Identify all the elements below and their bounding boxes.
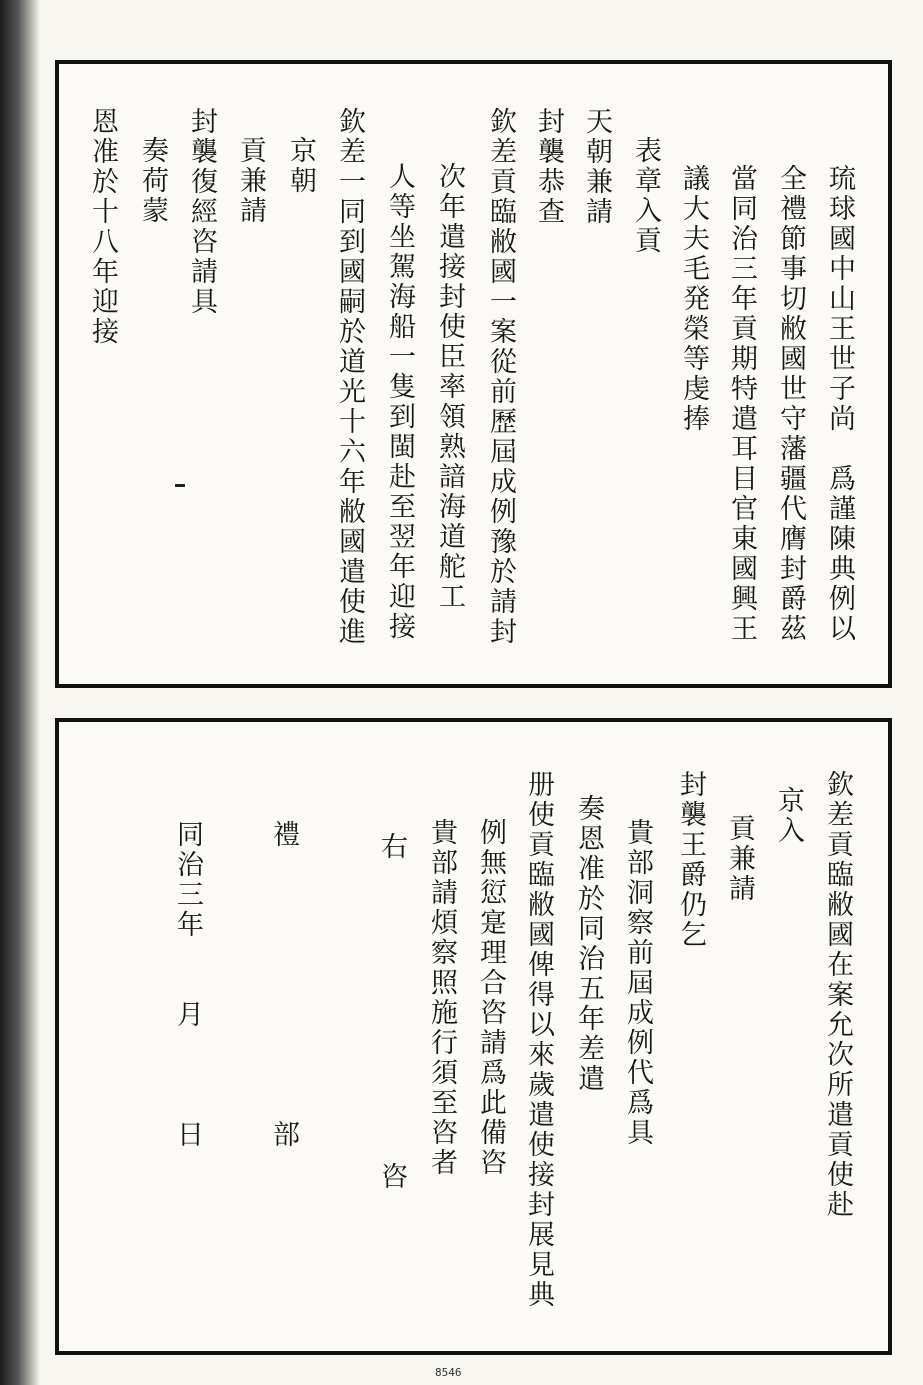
text-column: 貢兼請 (235, 136, 266, 226)
text-column: 貴部請煩察照施行須至咨者 (426, 818, 457, 1178)
text-column: 京朝 (285, 136, 316, 196)
text-column: 封襲恭查 (533, 107, 564, 227)
text-column: 禮 部 (268, 820, 299, 1150)
text-column: 天朝兼請 (581, 107, 612, 227)
text-column: 全禮節事切敝國世守藩疆代膺封爵茲 (775, 164, 806, 644)
text-column: 貢兼請 (724, 814, 755, 904)
text-column: 例無愆寔理合咨請爲此備咨 (475, 818, 506, 1178)
text-column: 貴部洞察前屆成例代爲具 (622, 818, 653, 1148)
text-column: 右 咨 (376, 832, 407, 1192)
upper-document-panel (55, 60, 892, 688)
lower-document-panel (55, 718, 892, 1355)
text-column: 欽差貢臨敝國一案從前歷屆成例豫於請封 (485, 107, 516, 647)
text-column: 奏荷蒙 (137, 136, 168, 226)
text-column: 當同治三年貢期特遣耳目官東國興王 (726, 164, 757, 644)
page-number: 8546 (435, 1366, 462, 1379)
text-column: 表章入貢 (630, 136, 661, 256)
text-column: 恩准於十八年迎接 (87, 107, 118, 347)
book-binding-shadow (0, 0, 40, 1385)
text-column: 同治三年 月 日 (172, 820, 203, 1150)
text-column: 封襲王爵仍乞 (675, 770, 706, 950)
text-column: 册使貢臨敝國俾得以來歲遣使接封展見典 (523, 770, 554, 1310)
text-column: 封襲復經咨請具 (186, 107, 217, 317)
text-column: 欽差貢臨敝國在案允次所遣貢使赴 (822, 770, 853, 1220)
text-column: 琉球國中山王世子尚 爲謹陳典例以 (824, 164, 855, 644)
ink-mark (175, 484, 185, 487)
text-column: 次年遣接封使臣率領熟諳海道舵工 (434, 162, 465, 612)
text-column: 奏恩准於同治五年差遣 (573, 794, 604, 1094)
text-column: 京入 (773, 786, 804, 846)
text-column: 人等坐駕海船一隻到閩赴至翌年迎接 (384, 162, 415, 642)
text-column: 欽差一同到國嗣於道光十六年敝國遣使進 (334, 107, 365, 647)
text-column: 議大夫毛発榮等虔捧 (678, 164, 709, 434)
